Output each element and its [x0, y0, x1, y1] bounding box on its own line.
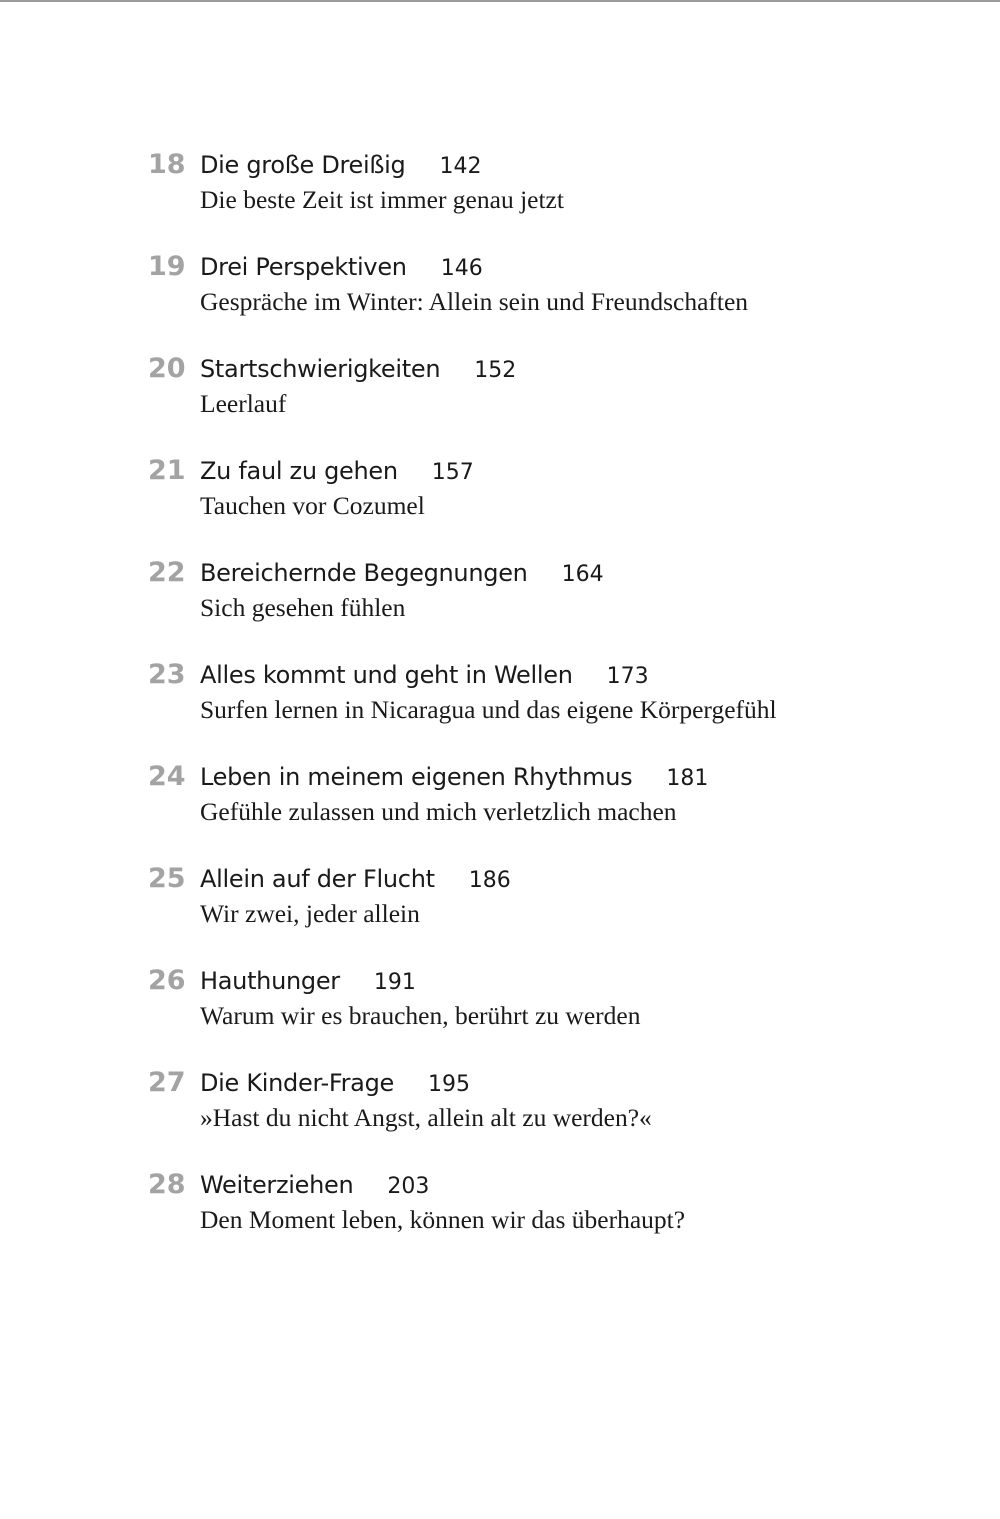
chapter-number: 21 — [148, 455, 186, 486]
chapter-heading — [200, 862, 511, 898]
chapter-title: Die große Dreißig — [200, 151, 406, 179]
chapter-subtitle: Tauchen vor Cozumel — [200, 491, 425, 520]
chapter-number: 24 — [148, 761, 186, 792]
page-number: 191 — [373, 970, 416, 995]
table-of-contents — [0, 148, 1000, 1270]
chapter-subtitle: Die beste Zeit ist immer genau jetzt — [200, 185, 564, 214]
toc-entry[interactable] — [0, 1168, 1000, 1270]
chapter-title: Allein auf der Flucht — [200, 865, 435, 893]
chapter-heading — [200, 658, 649, 694]
toc-entry[interactable] — [0, 352, 1000, 454]
toc-entry[interactable] — [0, 964, 1000, 1066]
toc-entry[interactable] — [0, 760, 1000, 862]
chapter-title: Startschwierigkeiten — [200, 355, 441, 383]
chapter-heading — [200, 454, 474, 490]
chapter-subtitle: Gespräche im Winter: Allein sein und Freundschaften — [200, 287, 749, 316]
toc-entry[interactable] — [0, 556, 1000, 658]
chapter-title: Leben in meinem eigenen Rhythmus — [200, 763, 633, 791]
chapter-number: 25 — [148, 863, 186, 894]
chapter-heading — [200, 556, 604, 592]
chapter-number: 27 — [148, 1067, 186, 1098]
page-number: 203 — [387, 1174, 430, 1199]
chapter-title: Die Kinder-Frage — [200, 1069, 394, 1097]
chapter-subtitle: Leerlauf — [200, 389, 287, 418]
chapter-heading — [200, 1066, 470, 1102]
chapter-subtitle: Sich gesehen fühlen — [200, 593, 406, 622]
toc-entry[interactable] — [0, 862, 1000, 964]
page-number: 157 — [431, 460, 474, 485]
page-number: 164 — [561, 562, 604, 587]
page-number: 186 — [468, 868, 511, 893]
chapter-title: Bereichernde Begegnungen — [200, 559, 528, 587]
chapter-subtitle: Wir zwei, jeder allein — [200, 899, 420, 928]
chapter-title: Weiterziehen — [200, 1171, 354, 1199]
chapter-subtitle: Warum wir es brauchen, berührt zu werden — [200, 1001, 641, 1030]
chapter-number: 26 — [148, 965, 186, 996]
toc-entry[interactable] — [0, 250, 1000, 352]
toc-entry[interactable] — [0, 1066, 1000, 1168]
chapter-number: 28 — [148, 1169, 186, 1200]
page-number: 146 — [440, 256, 483, 281]
chapter-heading — [200, 148, 482, 184]
chapter-number: 19 — [148, 251, 186, 282]
chapter-heading — [200, 760, 708, 796]
chapter-heading — [200, 1168, 429, 1204]
chapter-title: Zu faul zu gehen — [200, 457, 398, 485]
toc-entry[interactable] — [0, 148, 1000, 250]
chapter-number: 18 — [148, 149, 186, 180]
chapter-subtitle: Surfen lernen in Nicaragua und das eigene Körpergefühl — [200, 695, 777, 724]
page-number: 152 — [474, 358, 517, 383]
chapter-title: Hauthunger — [200, 967, 340, 995]
toc-entry[interactable] — [0, 658, 1000, 760]
chapter-number: 20 — [148, 353, 186, 384]
chapter-heading — [200, 352, 516, 388]
chapter-title: Alles kommt und geht in Wellen — [200, 661, 573, 689]
chapter-subtitle: Den Moment leben, können wir das überhaupt? — [200, 1205, 686, 1234]
chapter-heading — [200, 964, 416, 1000]
chapter-subtitle: Gefühle zulassen und mich verletzlich machen — [200, 797, 677, 826]
chapter-heading — [200, 250, 483, 286]
chapter-subtitle: »Hast du nicht Angst, allein alt zu werden?« — [200, 1103, 652, 1132]
page-number: 195 — [428, 1072, 470, 1097]
chapter-number: 23 — [148, 659, 186, 690]
page-number: 142 — [439, 154, 482, 179]
chapter-number: 22 — [148, 557, 186, 588]
toc-entry[interactable] — [0, 454, 1000, 556]
top-border-line — [0, 0, 1000, 2]
page-number: 173 — [606, 664, 649, 689]
chapter-title: Drei Perspektiven — [200, 253, 407, 281]
page-number: 181 — [666, 766, 709, 791]
